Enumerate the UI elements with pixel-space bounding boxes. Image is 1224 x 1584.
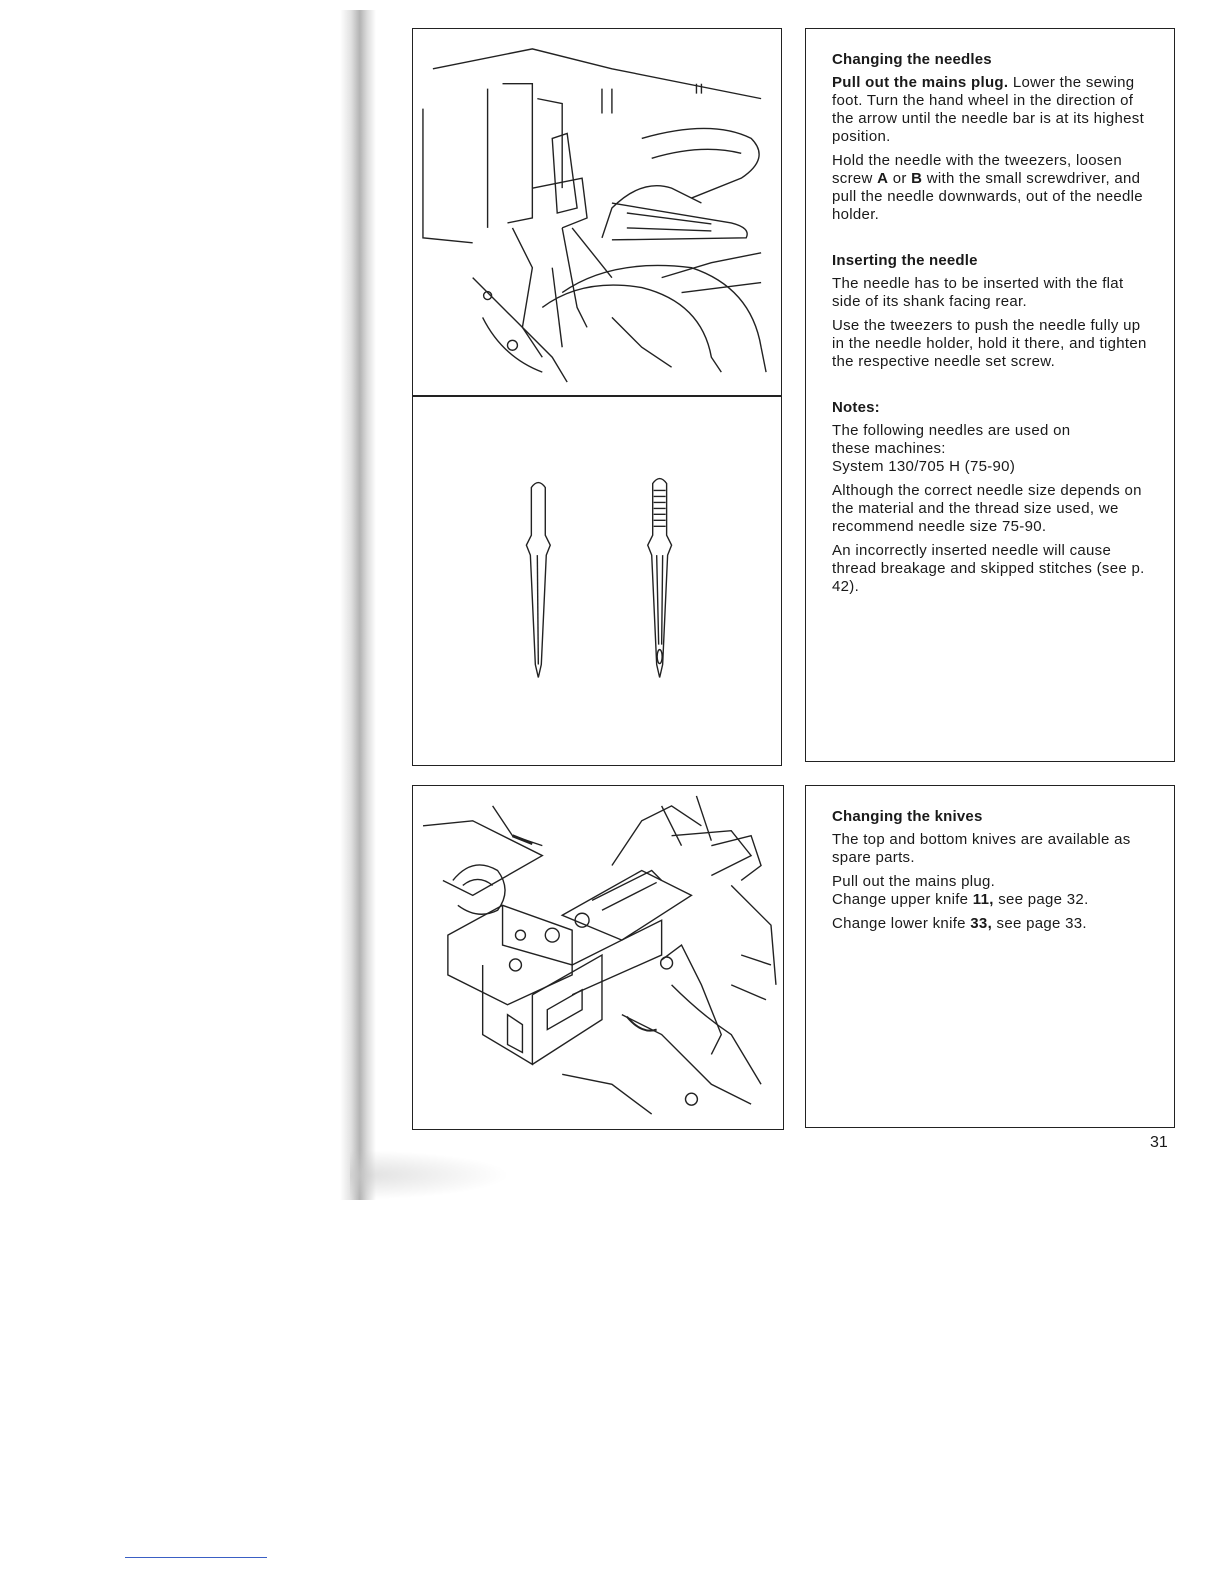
text-panel-needles (805, 28, 1175, 762)
paragraph-flat-side-rear: The needle has to be inserted with the flat side of its shank facing rear. (832, 275, 1124, 310)
paragraph-knife-steps (832, 873, 1148, 909)
paragraph-incorrect-needle: An incorrectly inserted needle will cause thread breakage and skipped stitches (see p. 42). (832, 542, 1145, 595)
text-upper-knife-label: Change upper knife (832, 891, 969, 908)
label-lower-knife-number: 33, (970, 915, 993, 932)
paragraph-needle-size: Although the correct needle size depends on the material and the thread size used, we recommend needle size 75-90. (832, 482, 1142, 535)
illustration-needle-sides (412, 395, 782, 766)
text-or: or (892, 170, 907, 187)
paragraph-spare-parts: The top and bottom knives are available as spare parts. (832, 831, 1131, 866)
paragraph-push-and-tighten: Use the tweezers to push the needle fully up in the needle holder, hold it there, and tighten the respective needle set screw. (832, 317, 1147, 370)
heading-changing-needles: Changing the needles (832, 51, 992, 68)
text-change-upper-knife (832, 891, 1148, 909)
needle-pair-drawing (413, 396, 781, 765)
page-number: 31 (1150, 1134, 1168, 1151)
heading-notes: Notes: (832, 399, 880, 416)
label-screw-a: A (877, 170, 889, 187)
knife-change-drawing (413, 786, 783, 1129)
scan-binding-fade (350, 1150, 510, 1200)
heading-changing-knives: Changing the knives (832, 808, 983, 825)
text-lower-foot-turn-wheel: Lower the sewing foot. Turn the hand wheel in the direction of the arrow until the needle bar is at its highest position. (832, 74, 1145, 145)
needle-change-drawing (413, 29, 781, 396)
paragraph-lower-knife (832, 915, 1148, 933)
heading-inserting-needle: Inserting the needle (832, 252, 978, 269)
illustration-changing-needle (412, 28, 782, 397)
text-these-machines: these machines: (832, 440, 946, 457)
text-pull-out-plug: Pull out the mains plug. (832, 873, 996, 890)
text-lower-knife-page: see page 33. (996, 915, 1087, 932)
warning-pull-out-plug: Pull out the mains plug. (832, 74, 1009, 91)
scan-binding-shadow (340, 10, 376, 1200)
text-lower-knife-label: Change lower knife (832, 915, 966, 932)
text-panel-knives (805, 785, 1175, 1128)
text-upper-knife-page: see page 32. (998, 891, 1089, 908)
text-needles-used-on: The following needles are used on (832, 422, 1071, 439)
paragraph-unplug-and-position (832, 74, 1148, 146)
label-screw-b: B (911, 170, 923, 187)
illustration-changing-knives (412, 785, 784, 1130)
paragraph-needle-system (832, 422, 1148, 476)
text-remove-needle: with the small screwdriver, and pull the needle downwards, out of the needle holder. (832, 170, 1143, 223)
text-needle-system: System 130/705 H (75-90) (832, 458, 1016, 475)
footer-rule (125, 1557, 267, 1558)
text-hold-needle: Hold the needle with the tweezers, loosen screw (832, 152, 1122, 187)
label-upper-knife-number: 11, (972, 891, 994, 908)
paragraph-loosen-screw (832, 152, 1148, 224)
